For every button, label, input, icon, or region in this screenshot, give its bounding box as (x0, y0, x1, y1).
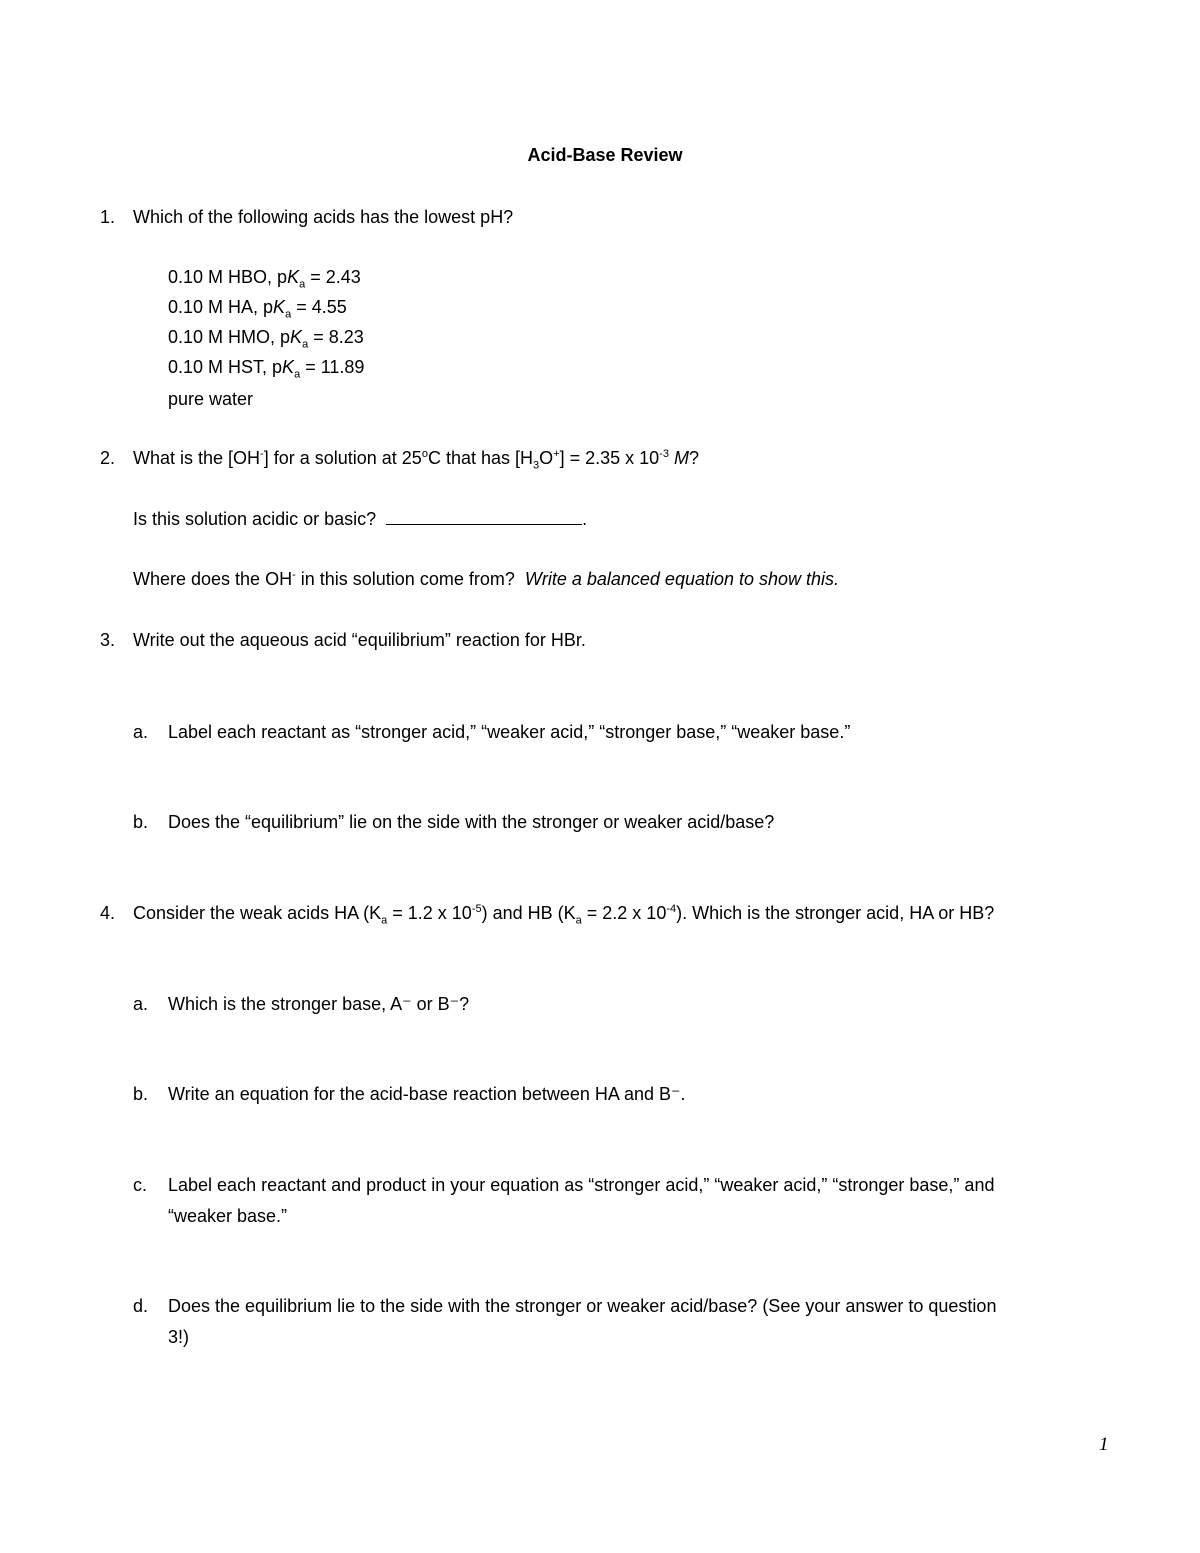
question-2-number: 2. (100, 448, 116, 468)
page-title: Acid-Base Review (527, 145, 683, 165)
choice-1: 0.10 M HBO, $pK_a = 2.43$ (168, 267, 361, 291)
page-number: 1 (1099, 1434, 1109, 1455)
choice-2: 0.10 M HA, $pK_a = 4.55$ (168, 297, 347, 321)
question-4-number: 4. (100, 903, 116, 923)
question-4b-label: b. (133, 1084, 149, 1104)
question-3a-text: Label each reactant as “stronger acid,” “weaker acid,” “stronger base,” “weaker base.” (168, 722, 851, 742)
question-1-number: 1. (100, 207, 116, 227)
question-3-number: 3. (100, 630, 116, 650)
question-2-acidic-basic: Is this solution acidic or basic? . (133, 509, 588, 529)
question-4-text: Consider the weak acids HA ($K_a = 1.2$ x $10^{-5}$) and HB ($K_a = 2.2$ x $10^{-4}$). Which is the stronger acid, HA or HB? (133, 903, 995, 927)
question-2-oh-source: Where does the OH- in this solution come from? Write a balanced equation to show this. (133, 569, 840, 589)
question-4d-text-line2: 3!) (168, 1327, 190, 1347)
question-1-text: Which of the following acids has the lowest pH? (133, 207, 514, 227)
question-4d-text-line1: Does the equilibrium lie to the side with the stronger or weaker acid/base? (See your answer to question (168, 1296, 997, 1316)
question-4c-text-line2: “weaker base.” (168, 1206, 288, 1226)
question-3b-label: b. (133, 812, 149, 832)
question-4d-label: d. (133, 1296, 149, 1316)
question-3b-text: Does the “equilibrium” lie on the side with the stronger or weaker acid/base? (168, 812, 775, 832)
question-4b-text: Write an equation for the acid-base reaction between HA and B⁻. (168, 1084, 686, 1104)
question-4c-text-line1: Label each reactant and product in your equation as “stronger acid,” “weaker acid,” “stronger base,” and (168, 1175, 995, 1195)
question-4a-label: a. (133, 994, 149, 1014)
question-3-text: Write out the aqueous acid “equilibrium” reaction for HBr. (133, 630, 586, 650)
choice-4: 0.10 M HST, $pK_a = 11.89$ (168, 357, 365, 381)
choice-5: pure water (168, 389, 254, 409)
question-2-text: What is the [OH-] for a solution at 25$^o$C that has $[H_3O^+] = 2.35$ x $10^{-3}$ M? (133, 448, 699, 472)
question-3a-label: a. (133, 722, 149, 742)
answer-blank[interactable] (386, 508, 582, 525)
question-4c-label: c. (133, 1175, 148, 1195)
choice-3: 0.10 M HMO, $pK_a = 8.23$ (168, 327, 364, 351)
question-4a-text: Which is the stronger base, A⁻ or B⁻? (168, 994, 470, 1014)
